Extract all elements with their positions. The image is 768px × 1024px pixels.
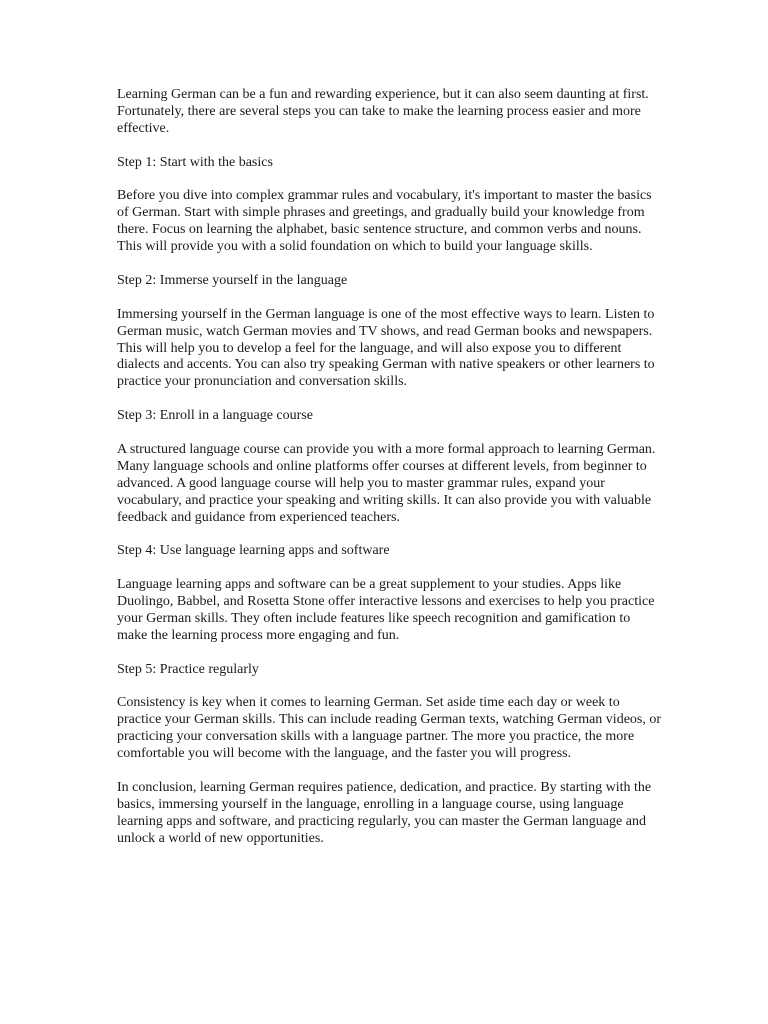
document-body <box>117 87 662 865</box>
step-1-heading: Step 1: Start with the basics <box>117 154 273 170</box>
intro-paragraph: Learning German can be a fun and rewarding experience, but it can also seem daunting at first. Fortunately, there are several steps you can take to make the learning process easier and more effective. <box>117 87 649 136</box>
step-3-heading: Step 3: Enroll in a language course <box>117 408 313 424</box>
conclusion-paragraph: In conclusion, learning German requires patience, dedication, and practice. By starting with the basics, immersing yourself in the language, enrolling in a language course, using language learning apps and software, and practicing regularly, you can master the German language and unlock a world of new opportunities. <box>117 779 652 846</box>
step-1-paragraph: Before you dive into complex grammar rules and vocabulary, it's important to master the basics of German. Start with simple phrases and greetings, and gradually build your knowledge from there. Focus on learning the alphabet, basic sentence structure, and common verbs and nouns. This will provide you with a solid foundation on which to build your language skills. <box>117 188 652 255</box>
step-2-paragraph: Immersing yourself in the German language is one of the most effective ways to learn. Listen to German music, watch German movies and TV shows, and read German books and newspapers. This will help you to develop a feel for the language, and will also expose you to different dialects and accents. You can also try speaking German with native speakers or other learners to practice your pronunciation and conversation skills. <box>117 306 655 390</box>
step-5-heading: Step 5: Practice regularly <box>117 661 259 677</box>
step-4-paragraph: Language learning apps and software can be a great supplement to your studies. Apps like Duolingo, Babbel, and Rosetta Stone offer interactive lessons and exercises to help you practice your German skills. They often include features like speech recognition and gamification to make the learning process more engaging and fun. <box>117 577 655 643</box>
step-4-heading: Step 4: Use language learning apps and software <box>117 543 390 559</box>
step-2-heading: Step 2: Immerse yourself in the language <box>117 272 348 288</box>
step-5-paragraph: Consistency is key when it comes to learning German. Set aside time each day or week to practice your German skills. This can include reading German texts, watching German videos, or practicing your conversation skills with a language partner. The more you practice, the more comfortable you will become with the language, and the faster you will progress. <box>117 695 662 762</box>
step-3-paragraph: A structured language course can provide you with a more formal approach to learning German. Many language schools and online platforms offer courses at different levels, from beginner to advanced. A good language course will help you to master grammar rules, expand your vocabulary, and practice your speaking and writing skills. It can also provide you with valuable feedback and guidance from experienced teachers. <box>117 441 656 525</box>
